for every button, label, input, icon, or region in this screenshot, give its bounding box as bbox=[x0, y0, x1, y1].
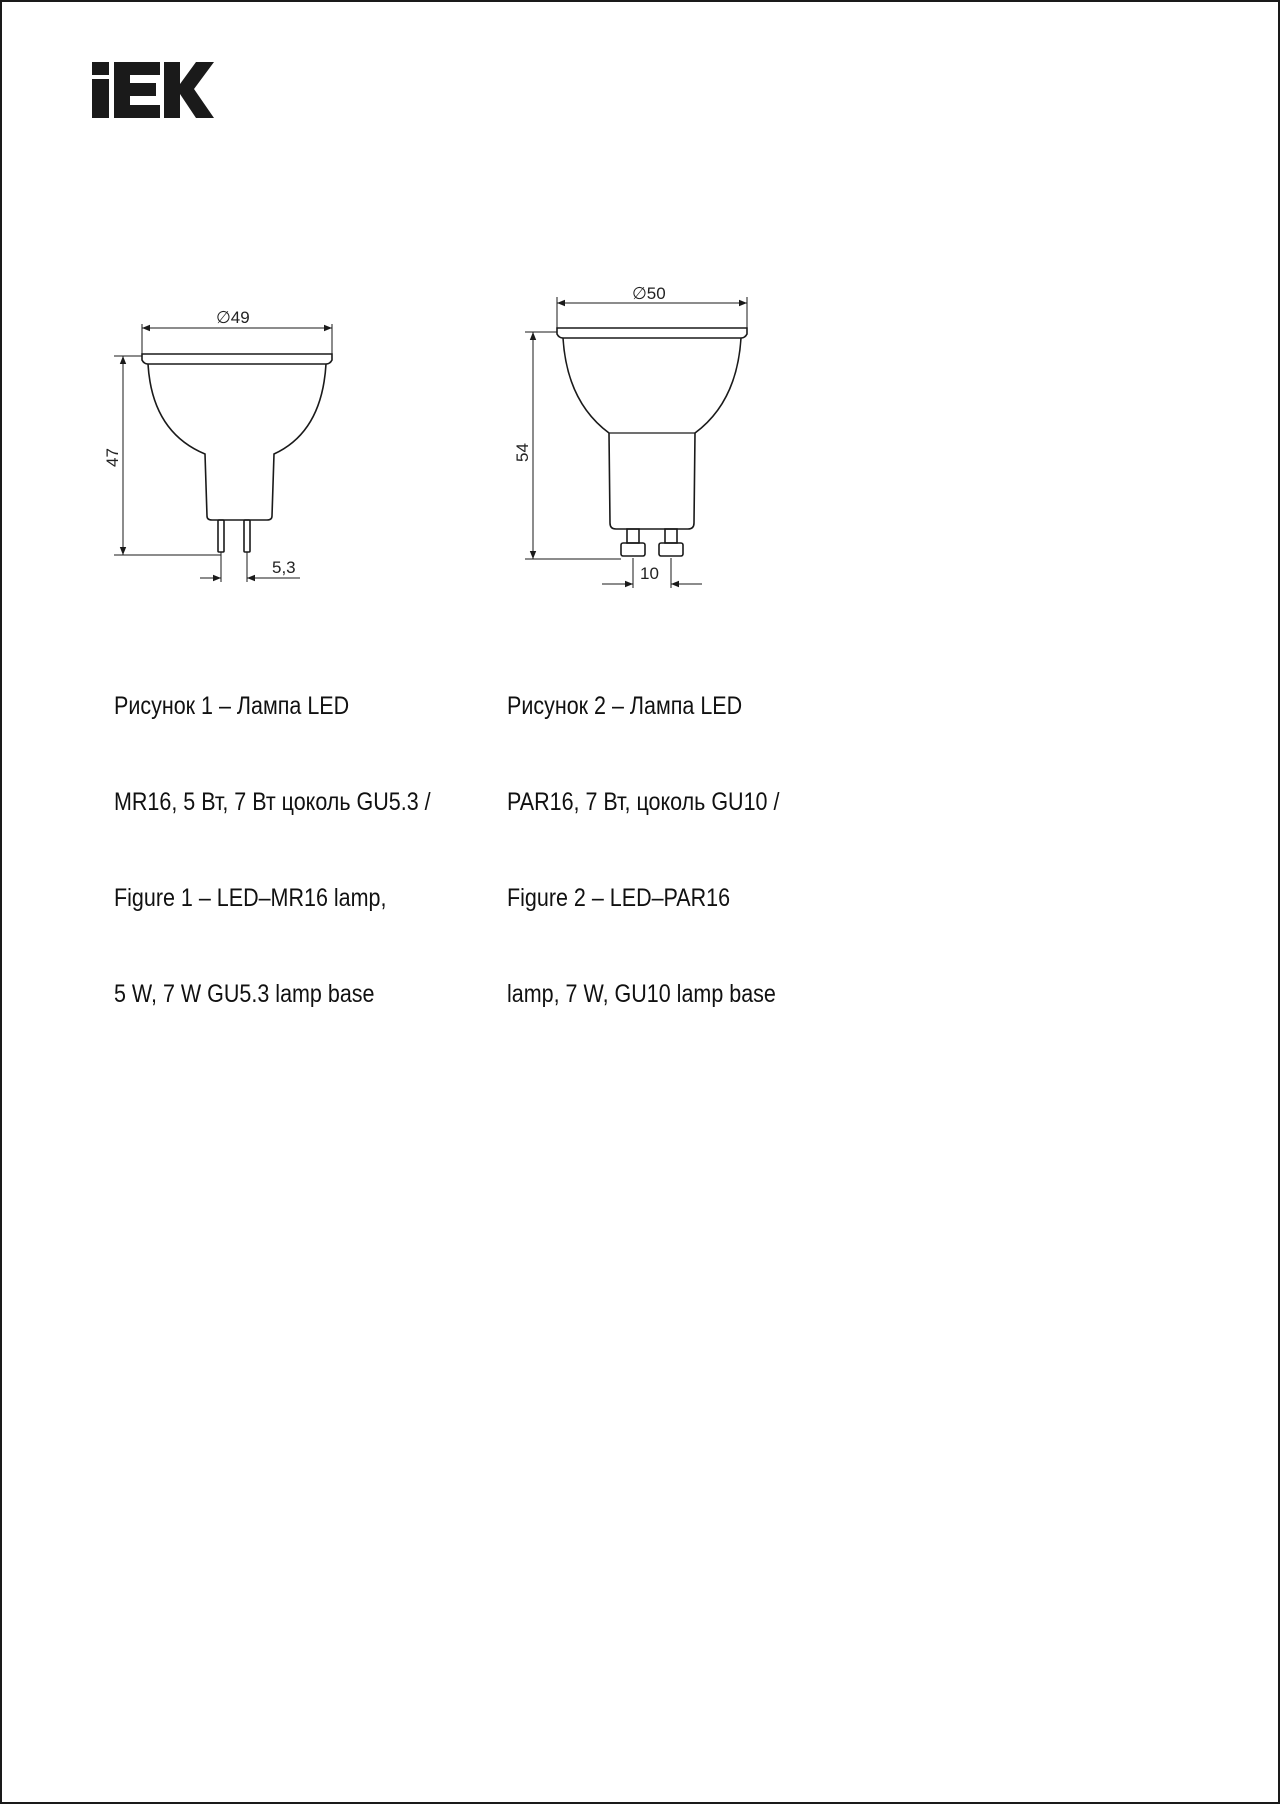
figure1-caption bbox=[114, 626, 431, 1074]
lamp-drawings bbox=[2, 2, 1280, 622]
figure2-diameter-label: ∅50 bbox=[632, 284, 666, 303]
figure1-caption-line: 5 W, 7 W GU5.3 lamp base bbox=[114, 980, 375, 1008]
figure2-caption-line: Figure 2 – LED–PAR16 bbox=[507, 884, 731, 912]
figure1-drawing bbox=[114, 324, 332, 582]
figure2-pin-spacing-label: 10 bbox=[640, 564, 659, 583]
figure2-drawing bbox=[525, 297, 747, 588]
figure2-caption bbox=[507, 626, 779, 1074]
figure1-caption-line: Рисунок 1 – Лампа LED bbox=[114, 692, 350, 720]
figure2-caption-line: PAR16, 7 Вт, цоколь GU10 / bbox=[507, 788, 780, 816]
figure1-diameter-label: ∅49 bbox=[216, 308, 250, 327]
figure1-height-label: 47 bbox=[103, 448, 122, 467]
figure2-caption-line: lamp, 7 W, GU10 lamp base bbox=[507, 980, 776, 1008]
figure2-height-label: 54 bbox=[513, 443, 532, 462]
figure2-caption-line: Рисунок 2 – Лампа LED bbox=[507, 692, 743, 720]
figure1-pin-spacing-label: 5,3 bbox=[272, 558, 296, 577]
figure1-caption-line: Figure 1 – LED–MR16 lamp, bbox=[114, 884, 387, 912]
figure1-caption-line: MR16, 5 Вт, 7 Вт цоколь GU5.3 / bbox=[114, 788, 431, 816]
